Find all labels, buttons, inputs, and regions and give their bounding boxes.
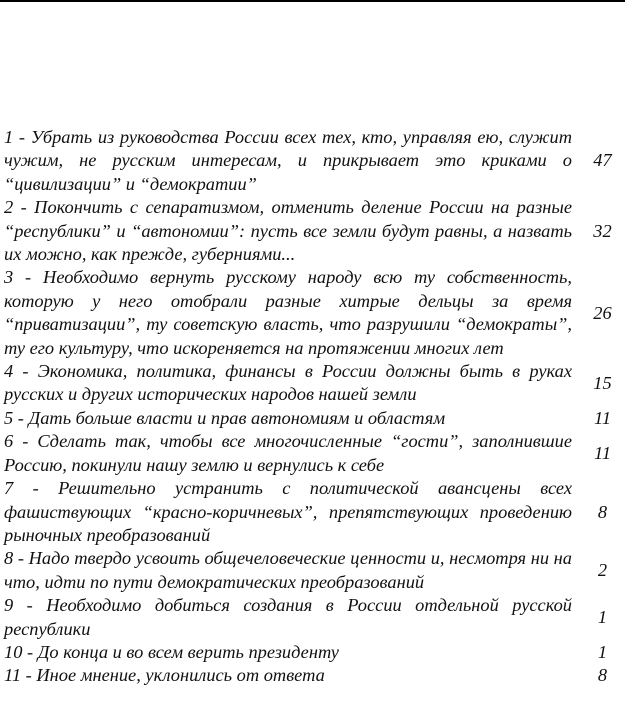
answer-row-1 <box>4 126 625 196</box>
answer-row-3 <box>4 266 625 360</box>
answer-value-11: 8 <box>597 665 608 686</box>
answer-text-7: 7 - Решительно устранить с политической авансцены всех фашиствующих “красно-коричневых”, препятствующих проведению рыночных преобразований <box>4 478 572 545</box>
answer-row-10 <box>4 641 625 664</box>
answer-value-5: 11 <box>593 407 612 428</box>
answer-value-4: 15 <box>593 372 612 393</box>
answer-row-4 <box>4 360 625 407</box>
answer-value-10: 1 <box>597 641 608 662</box>
answer-value-9: 1 <box>597 606 608 627</box>
answer-row-9 <box>4 594 625 641</box>
answer-row-11 <box>4 664 625 687</box>
answers-table <box>4 126 625 688</box>
answer-row-6 <box>4 430 625 477</box>
answer-row-8 <box>4 547 625 594</box>
answer-text-8: 8 - Надо твердо усвоить общечеловеческие ценности и, несмотря ни на что, идти по пути демократических преобразований <box>4 548 572 592</box>
answer-text-1: 1 - Убрать из руководства России всех тех, кто, управляя ею, служит чужим, не русским интересам, и прикрывает это криками о “цивилизации” и “демократии” <box>4 127 572 194</box>
answer-text-2: 2 - Покончить с сепаратизмом, отменить деление России на разные “республики” и “автономии”: пусть все земли будут равны, а назвать их можно, как прежде, губерниями... <box>4 197 572 265</box>
answer-text-10: 10 - До конца и во всем верить президенту <box>4 641 339 662</box>
answer-text-11: 11 - Иное мнение, уклонились от ответа <box>4 665 325 686</box>
answer-value-1: 47 <box>593 150 612 171</box>
answer-text-5: 5 - Дать больше власти и прав автономиям и областям <box>4 407 446 428</box>
answer-value-6: 11 <box>593 442 612 463</box>
answer-text-9: 9 - Необходимо добиться создания в России отдельной русской республики <box>4 595 572 639</box>
answer-text-3: 3 - Необходимо вернуть русскому народу всю ту собственность, которую у него отобрали разные хитрые дельцы за время “приватизации”, ту советскую власть, что разрушили “демократы”, ту его культуру, что искореняется на протяжении многих лет <box>4 267 572 358</box>
answer-row-7 <box>4 477 625 547</box>
answer-row-2 <box>4 196 625 266</box>
answer-row-5 <box>4 407 625 430</box>
top-rule <box>0 0 625 2</box>
answer-text-6: 6 - Сделать так, чтобы все многочисленные “гости”, заполнившие Россию, покинули нашу землю и вернулись к себе <box>4 431 572 475</box>
answer-value-2: 32 <box>593 220 612 241</box>
answer-value-8: 2 <box>597 560 608 581</box>
answer-value-3: 26 <box>593 302 612 323</box>
answer-text-4: 4 - Экономика, политика, финансы в России должны быть в руках русских и других исторических народов нашей земли <box>4 361 572 405</box>
answer-value-7: 8 <box>597 501 608 522</box>
